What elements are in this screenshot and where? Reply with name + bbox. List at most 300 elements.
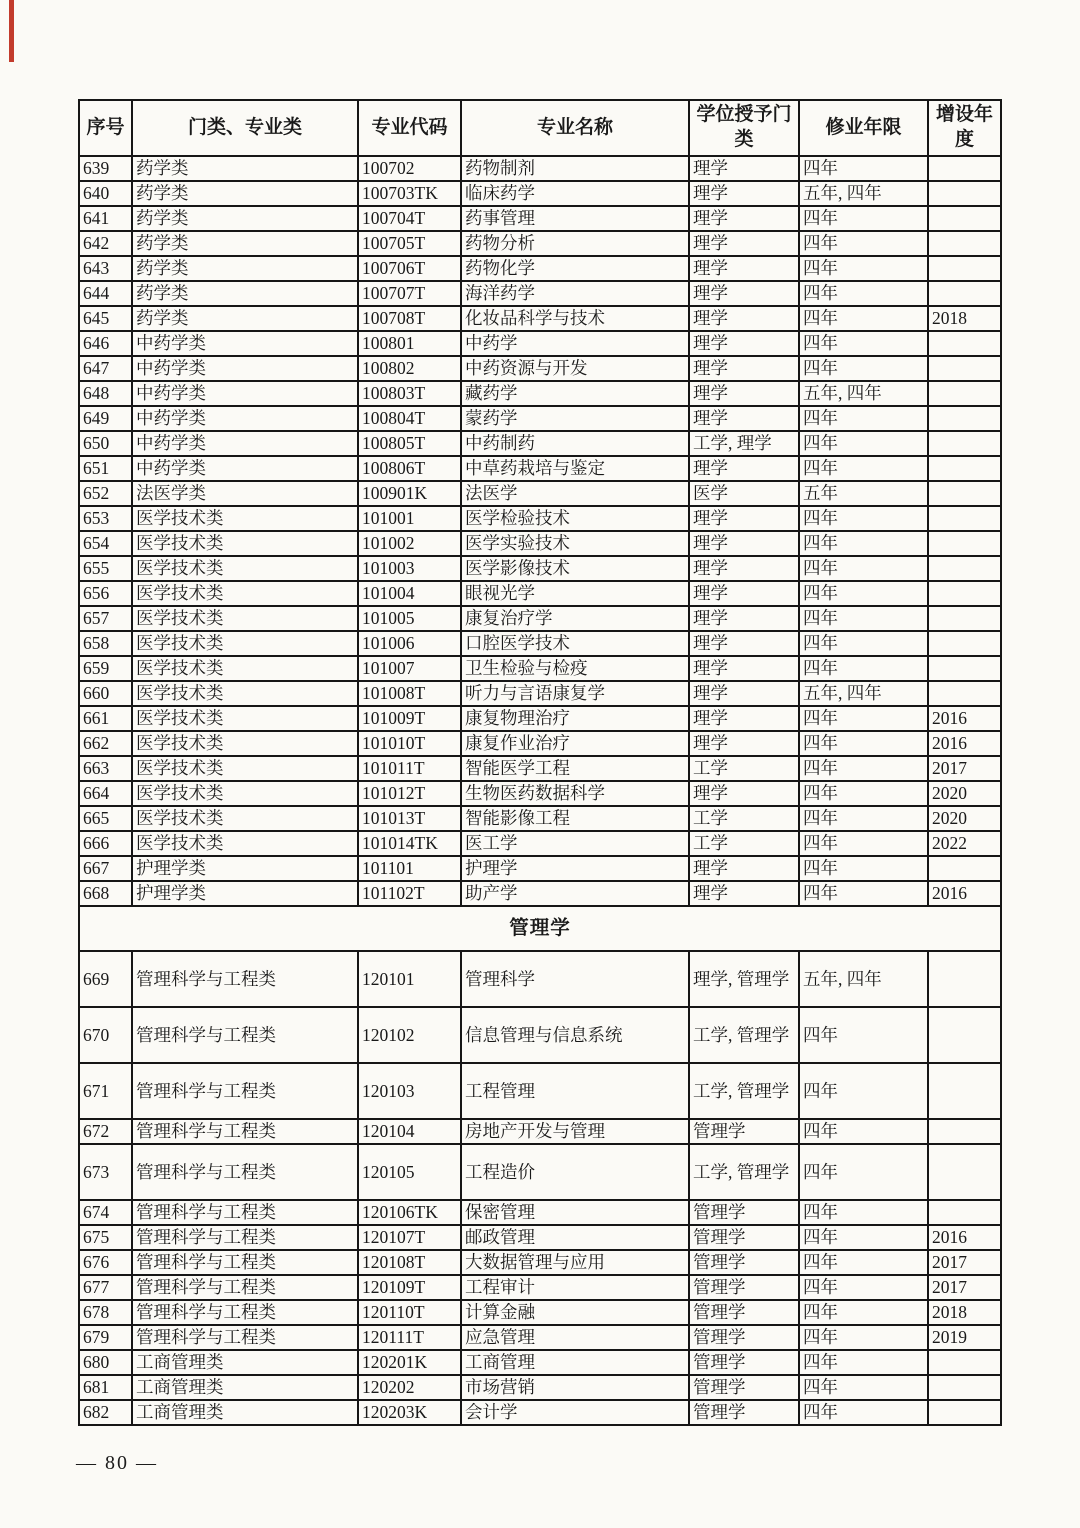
cell-category: 医学技术类 — [132, 556, 358, 581]
cell-category: 医学技术类 — [132, 631, 358, 656]
cell-code: 120101 — [358, 951, 461, 1007]
cell-name: 保密管理 — [461, 1200, 689, 1225]
cell-name: 工商管理 — [461, 1350, 689, 1375]
cell-no: 671 — [79, 1063, 132, 1119]
table-body — [79, 156, 1001, 1425]
cell-added — [928, 206, 1001, 231]
cell-code: 101002 — [358, 531, 461, 556]
cell-degree: 理学 — [689, 456, 799, 481]
cell-name: 大数据管理与应用 — [461, 1250, 689, 1275]
cell-degree: 理学 — [689, 631, 799, 656]
cell-added — [928, 556, 1001, 581]
cell-name: 医学影像技术 — [461, 556, 689, 581]
cell-name: 藏药学 — [461, 381, 689, 406]
table-row — [79, 1225, 1001, 1250]
cell-added — [928, 1144, 1001, 1200]
cell-code: 100901K — [358, 481, 461, 506]
cell-no: 651 — [79, 456, 132, 481]
cell-no: 640 — [79, 181, 132, 206]
col-header-category: 门类、专业类 — [132, 100, 358, 156]
table-row — [79, 356, 1001, 381]
cell-years: 五年, 四年 — [799, 181, 928, 206]
cell-degree: 工学, 管理学 — [689, 1144, 799, 1200]
table-row — [79, 1200, 1001, 1225]
cell-category: 医学技术类 — [132, 806, 358, 831]
cell-added — [928, 656, 1001, 681]
table-row — [79, 531, 1001, 556]
cell-code: 101009T — [358, 706, 461, 731]
table-row — [79, 1063, 1001, 1119]
cell-degree: 工学, 管理学 — [689, 1063, 799, 1119]
cell-added: 2019 — [928, 1325, 1001, 1350]
cell-no: 681 — [79, 1375, 132, 1400]
table-row — [79, 706, 1001, 731]
cell-category: 中药学类 — [132, 381, 358, 406]
cell-no: 663 — [79, 756, 132, 781]
cell-degree: 理学 — [689, 581, 799, 606]
cell-years: 四年 — [799, 331, 928, 356]
cell-name: 护理学 — [461, 856, 689, 881]
cell-years: 五年, 四年 — [799, 681, 928, 706]
cell-code: 100705T — [358, 231, 461, 256]
cell-degree: 理学, 管理学 — [689, 951, 799, 1007]
cell-code: 101005 — [358, 606, 461, 631]
cell-name: 药物分析 — [461, 231, 689, 256]
cell-degree: 工学 — [689, 756, 799, 781]
cell-degree: 工学 — [689, 806, 799, 831]
cell-code: 120109T — [358, 1275, 461, 1300]
cell-name: 工程管理 — [461, 1063, 689, 1119]
table-row — [79, 506, 1001, 531]
table-row — [79, 156, 1001, 181]
cell-no: 672 — [79, 1119, 132, 1144]
cell-years: 四年 — [799, 1375, 928, 1400]
cell-years: 四年 — [799, 831, 928, 856]
cell-name: 中药制药 — [461, 431, 689, 456]
cell-category: 医学技术类 — [132, 506, 358, 531]
cell-no: 641 — [79, 206, 132, 231]
cell-code: 101007 — [358, 656, 461, 681]
cell-degree: 管理学 — [689, 1400, 799, 1425]
cell-name: 智能医学工程 — [461, 756, 689, 781]
cell-added: 2016 — [928, 731, 1001, 756]
table-row — [79, 256, 1001, 281]
cell-added — [928, 1007, 1001, 1063]
cell-added — [928, 456, 1001, 481]
cell-no: 658 — [79, 631, 132, 656]
cell-name: 中药学 — [461, 331, 689, 356]
cell-years: 四年 — [799, 556, 928, 581]
cell-no: 656 — [79, 581, 132, 606]
cell-name: 临床药学 — [461, 181, 689, 206]
table-row — [79, 181, 1001, 206]
cell-no: 650 — [79, 431, 132, 456]
cell-no: 643 — [79, 256, 132, 281]
cell-years: 四年 — [799, 1350, 928, 1375]
cell-added — [928, 356, 1001, 381]
col-header-degree: 学位授予门类 — [689, 100, 799, 156]
cell-no: 662 — [79, 731, 132, 756]
cell-no: 677 — [79, 1275, 132, 1300]
section-divider-row — [79, 906, 1001, 951]
cell-code: 101004 — [358, 581, 461, 606]
cell-category: 药学类 — [132, 281, 358, 306]
cell-added — [928, 1375, 1001, 1400]
cell-code: 101010T — [358, 731, 461, 756]
cell-code: 120102 — [358, 1007, 461, 1063]
cell-added — [928, 331, 1001, 356]
cell-years: 四年 — [799, 856, 928, 881]
cell-category: 医学技术类 — [132, 656, 358, 681]
cell-no: 646 — [79, 331, 132, 356]
table-row — [79, 556, 1001, 581]
cell-code: 101006 — [358, 631, 461, 656]
cell-name: 蒙药学 — [461, 406, 689, 431]
cell-years: 五年, 四年 — [799, 381, 928, 406]
cell-code: 120111T — [358, 1325, 461, 1350]
cell-added — [928, 181, 1001, 206]
cell-no: 653 — [79, 506, 132, 531]
cell-category: 中药学类 — [132, 456, 358, 481]
cell-added: 2016 — [928, 706, 1001, 731]
cell-degree: 理学 — [689, 606, 799, 631]
cell-added: 2016 — [928, 1225, 1001, 1250]
cell-category: 药学类 — [132, 156, 358, 181]
cell-category: 管理科学与工程类 — [132, 1200, 358, 1225]
cell-degree: 工学, 理学 — [689, 431, 799, 456]
cell-added — [928, 406, 1001, 431]
cell-no: 673 — [79, 1144, 132, 1200]
cell-category: 管理科学与工程类 — [132, 1007, 358, 1063]
cell-name: 康复治疗学 — [461, 606, 689, 631]
cell-code: 120107T — [358, 1225, 461, 1250]
cell-no: 661 — [79, 706, 132, 731]
cell-name: 房地产开发与管理 — [461, 1119, 689, 1144]
cell-degree: 管理学 — [689, 1350, 799, 1375]
cell-category: 管理科学与工程类 — [132, 1325, 358, 1350]
cell-no: 674 — [79, 1200, 132, 1225]
cell-name: 中药资源与开发 — [461, 356, 689, 381]
cell-degree: 理学 — [689, 256, 799, 281]
cell-code: 101102T — [358, 881, 461, 906]
cell-degree: 工学 — [689, 831, 799, 856]
header-row — [79, 100, 1001, 156]
table-row — [79, 656, 1001, 681]
cell-years: 四年 — [799, 456, 928, 481]
table-row — [79, 431, 1001, 456]
cell-category: 医学技术类 — [132, 781, 358, 806]
cell-degree: 管理学 — [689, 1300, 799, 1325]
cell-name: 医学检验技术 — [461, 506, 689, 531]
cell-category: 管理科学与工程类 — [132, 1250, 358, 1275]
cell-degree: 理学 — [689, 206, 799, 231]
cell-category: 医学技术类 — [132, 606, 358, 631]
table-row — [79, 681, 1001, 706]
cell-years: 四年 — [799, 1300, 928, 1325]
cell-no: 670 — [79, 1007, 132, 1063]
cell-added — [928, 581, 1001, 606]
cell-degree: 管理学 — [689, 1275, 799, 1300]
table-row — [79, 856, 1001, 881]
cell-name: 医工学 — [461, 831, 689, 856]
cell-name: 助产学 — [461, 881, 689, 906]
cell-name: 药物化学 — [461, 256, 689, 281]
cell-no: 665 — [79, 806, 132, 831]
cell-name: 工程审计 — [461, 1275, 689, 1300]
cell-added — [928, 281, 1001, 306]
cell-years: 四年 — [799, 1144, 928, 1200]
cell-name: 卫生检验与检疫 — [461, 656, 689, 681]
cell-code: 120203K — [358, 1400, 461, 1425]
table-row — [79, 781, 1001, 806]
cell-code: 120201K — [358, 1350, 461, 1375]
cell-years: 四年 — [799, 506, 928, 531]
cell-name: 市场营销 — [461, 1375, 689, 1400]
cell-years: 四年 — [799, 256, 928, 281]
cell-degree: 理学 — [689, 781, 799, 806]
cell-name: 应急管理 — [461, 1325, 689, 1350]
cell-category: 护理学类 — [132, 856, 358, 881]
table-row — [79, 406, 1001, 431]
cell-no: 660 — [79, 681, 132, 706]
cell-added — [928, 431, 1001, 456]
table-row — [79, 581, 1001, 606]
cell-code: 101001 — [358, 506, 461, 531]
cell-name: 康复物理治疗 — [461, 706, 689, 731]
cell-category: 工商管理类 — [132, 1350, 358, 1375]
cell-degree: 工学, 管理学 — [689, 1007, 799, 1063]
cell-no: 666 — [79, 831, 132, 856]
cell-degree: 管理学 — [689, 1325, 799, 1350]
cell-added: 2020 — [928, 781, 1001, 806]
cell-no: 676 — [79, 1250, 132, 1275]
cell-degree: 理学 — [689, 881, 799, 906]
cell-years: 四年 — [799, 806, 928, 831]
section-title: 管理学 — [79, 906, 1001, 951]
cell-added: 2017 — [928, 756, 1001, 781]
cell-degree: 理学 — [689, 306, 799, 331]
cell-no: 669 — [79, 951, 132, 1007]
cell-years: 五年, 四年 — [799, 951, 928, 1007]
cell-code: 120110T — [358, 1300, 461, 1325]
cell-degree: 医学 — [689, 481, 799, 506]
cell-no: 647 — [79, 356, 132, 381]
cell-code: 100806T — [358, 456, 461, 481]
cell-added — [928, 1400, 1001, 1425]
cell-category: 药学类 — [132, 206, 358, 231]
table-row — [79, 281, 1001, 306]
cell-name: 眼视光学 — [461, 581, 689, 606]
table-row — [79, 1400, 1001, 1425]
cell-years: 四年 — [799, 1007, 928, 1063]
cell-degree: 理学 — [689, 706, 799, 731]
cell-no: 639 — [79, 156, 132, 181]
cell-category: 中药学类 — [132, 406, 358, 431]
cell-code: 100703TK — [358, 181, 461, 206]
cell-category: 管理科学与工程类 — [132, 1119, 358, 1144]
cell-no: 668 — [79, 881, 132, 906]
cell-degree: 理学 — [689, 506, 799, 531]
table-row — [79, 381, 1001, 406]
cell-degree: 理学 — [689, 356, 799, 381]
cell-name: 海洋药学 — [461, 281, 689, 306]
cell-name: 医学实验技术 — [461, 531, 689, 556]
cell-code: 101011T — [358, 756, 461, 781]
table-row — [79, 606, 1001, 631]
cell-years: 四年 — [799, 431, 928, 456]
cell-degree: 理学 — [689, 231, 799, 256]
cell-name: 化妆品科学与技术 — [461, 306, 689, 331]
cell-no: 652 — [79, 481, 132, 506]
cell-no: 657 — [79, 606, 132, 631]
cell-code: 100708T — [358, 306, 461, 331]
table-row — [79, 951, 1001, 1007]
cell-years: 四年 — [799, 156, 928, 181]
table-row — [79, 831, 1001, 856]
cell-added — [928, 631, 1001, 656]
cell-added — [928, 856, 1001, 881]
table-row — [79, 456, 1001, 481]
cell-degree: 理学 — [689, 556, 799, 581]
cell-name: 智能影像工程 — [461, 806, 689, 831]
cell-category: 药学类 — [132, 181, 358, 206]
cell-category: 护理学类 — [132, 881, 358, 906]
cell-code: 101008T — [358, 681, 461, 706]
cell-years: 四年 — [799, 231, 928, 256]
cell-code: 101013T — [358, 806, 461, 831]
cell-category: 医学技术类 — [132, 756, 358, 781]
table-row — [79, 481, 1001, 506]
cell-no: 655 — [79, 556, 132, 581]
cell-code: 100704T — [358, 206, 461, 231]
cell-category: 管理科学与工程类 — [132, 1144, 358, 1200]
cell-category: 中药学类 — [132, 356, 358, 381]
cell-degree: 管理学 — [689, 1119, 799, 1144]
cell-added — [928, 481, 1001, 506]
cell-category: 中药学类 — [132, 431, 358, 456]
col-header-years: 修业年限 — [799, 100, 928, 156]
cell-name: 药物制剂 — [461, 156, 689, 181]
cell-code: 100805T — [358, 431, 461, 456]
cell-years: 四年 — [799, 206, 928, 231]
cell-no: 667 — [79, 856, 132, 881]
cell-added — [928, 951, 1001, 1007]
cell-added: 2017 — [928, 1250, 1001, 1275]
cell-degree: 管理学 — [689, 1200, 799, 1225]
majors-table — [78, 99, 1002, 1426]
cell-code: 101101 — [358, 856, 461, 881]
cell-added — [928, 506, 1001, 531]
cell-years: 四年 — [799, 606, 928, 631]
cell-years: 四年 — [799, 1325, 928, 1350]
cell-name: 法医学 — [461, 481, 689, 506]
cell-degree: 理学 — [689, 406, 799, 431]
cell-added — [928, 256, 1001, 281]
cell-category: 医学技术类 — [132, 706, 358, 731]
cell-no: 644 — [79, 281, 132, 306]
cell-added: 2018 — [928, 306, 1001, 331]
cell-years: 四年 — [799, 731, 928, 756]
table-row — [79, 306, 1001, 331]
cell-added — [928, 531, 1001, 556]
cell-added — [928, 1063, 1001, 1119]
cell-degree: 理学 — [689, 856, 799, 881]
cell-degree: 管理学 — [689, 1225, 799, 1250]
cell-category: 法医学类 — [132, 481, 358, 506]
table-row — [79, 1350, 1001, 1375]
red-edge-mark — [9, 0, 14, 62]
cell-no: 675 — [79, 1225, 132, 1250]
cell-no: 664 — [79, 781, 132, 806]
cell-code: 100707T — [358, 281, 461, 306]
cell-category: 工商管理类 — [132, 1400, 358, 1425]
col-header-added: 增设年度 — [928, 100, 1001, 156]
table-row — [79, 231, 1001, 256]
cell-years: 四年 — [799, 706, 928, 731]
cell-added — [928, 1350, 1001, 1375]
cell-no: 649 — [79, 406, 132, 431]
cell-name: 管理科学 — [461, 951, 689, 1007]
cell-no: 682 — [79, 1400, 132, 1425]
cell-code: 101012T — [358, 781, 461, 806]
col-header-code: 专业代码 — [358, 100, 461, 156]
cell-code: 100804T — [358, 406, 461, 431]
cell-code: 120106TK — [358, 1200, 461, 1225]
cell-category: 管理科学与工程类 — [132, 1225, 358, 1250]
cell-category: 管理科学与工程类 — [132, 1275, 358, 1300]
table-row — [79, 1144, 1001, 1200]
cell-code: 101014TK — [358, 831, 461, 856]
cell-years: 五年 — [799, 481, 928, 506]
cell-category: 医学技术类 — [132, 731, 358, 756]
cell-no: 679 — [79, 1325, 132, 1350]
cell-added: 2017 — [928, 1275, 1001, 1300]
cell-code: 100802 — [358, 356, 461, 381]
cell-name: 康复作业治疗 — [461, 731, 689, 756]
page-number: — 80 — — [76, 1452, 158, 1474]
cell-no: 680 — [79, 1350, 132, 1375]
cell-category: 药学类 — [132, 306, 358, 331]
cell-category: 药学类 — [132, 231, 358, 256]
cell-no: 642 — [79, 231, 132, 256]
table-row — [79, 1375, 1001, 1400]
cell-years: 四年 — [799, 756, 928, 781]
cell-code: 100801 — [358, 331, 461, 356]
cell-code: 120104 — [358, 1119, 461, 1144]
table-row — [79, 1007, 1001, 1063]
cell-name: 计算金融 — [461, 1300, 689, 1325]
cell-category: 医学技术类 — [132, 531, 358, 556]
cell-added: 2018 — [928, 1300, 1001, 1325]
cell-added: 2022 — [928, 831, 1001, 856]
cell-name: 邮政管理 — [461, 1225, 689, 1250]
table-row — [79, 331, 1001, 356]
cell-years: 四年 — [799, 656, 928, 681]
cell-code: 120108T — [358, 1250, 461, 1275]
cell-added — [928, 1200, 1001, 1225]
cell-code: 120103 — [358, 1063, 461, 1119]
cell-added: 2020 — [928, 806, 1001, 831]
cell-years: 四年 — [799, 1275, 928, 1300]
cell-degree: 管理学 — [689, 1250, 799, 1275]
cell-added — [928, 1119, 1001, 1144]
cell-degree: 理学 — [689, 331, 799, 356]
cell-years: 四年 — [799, 306, 928, 331]
cell-years: 四年 — [799, 781, 928, 806]
table-header — [79, 100, 1001, 156]
cell-added — [928, 156, 1001, 181]
cell-years: 四年 — [799, 881, 928, 906]
